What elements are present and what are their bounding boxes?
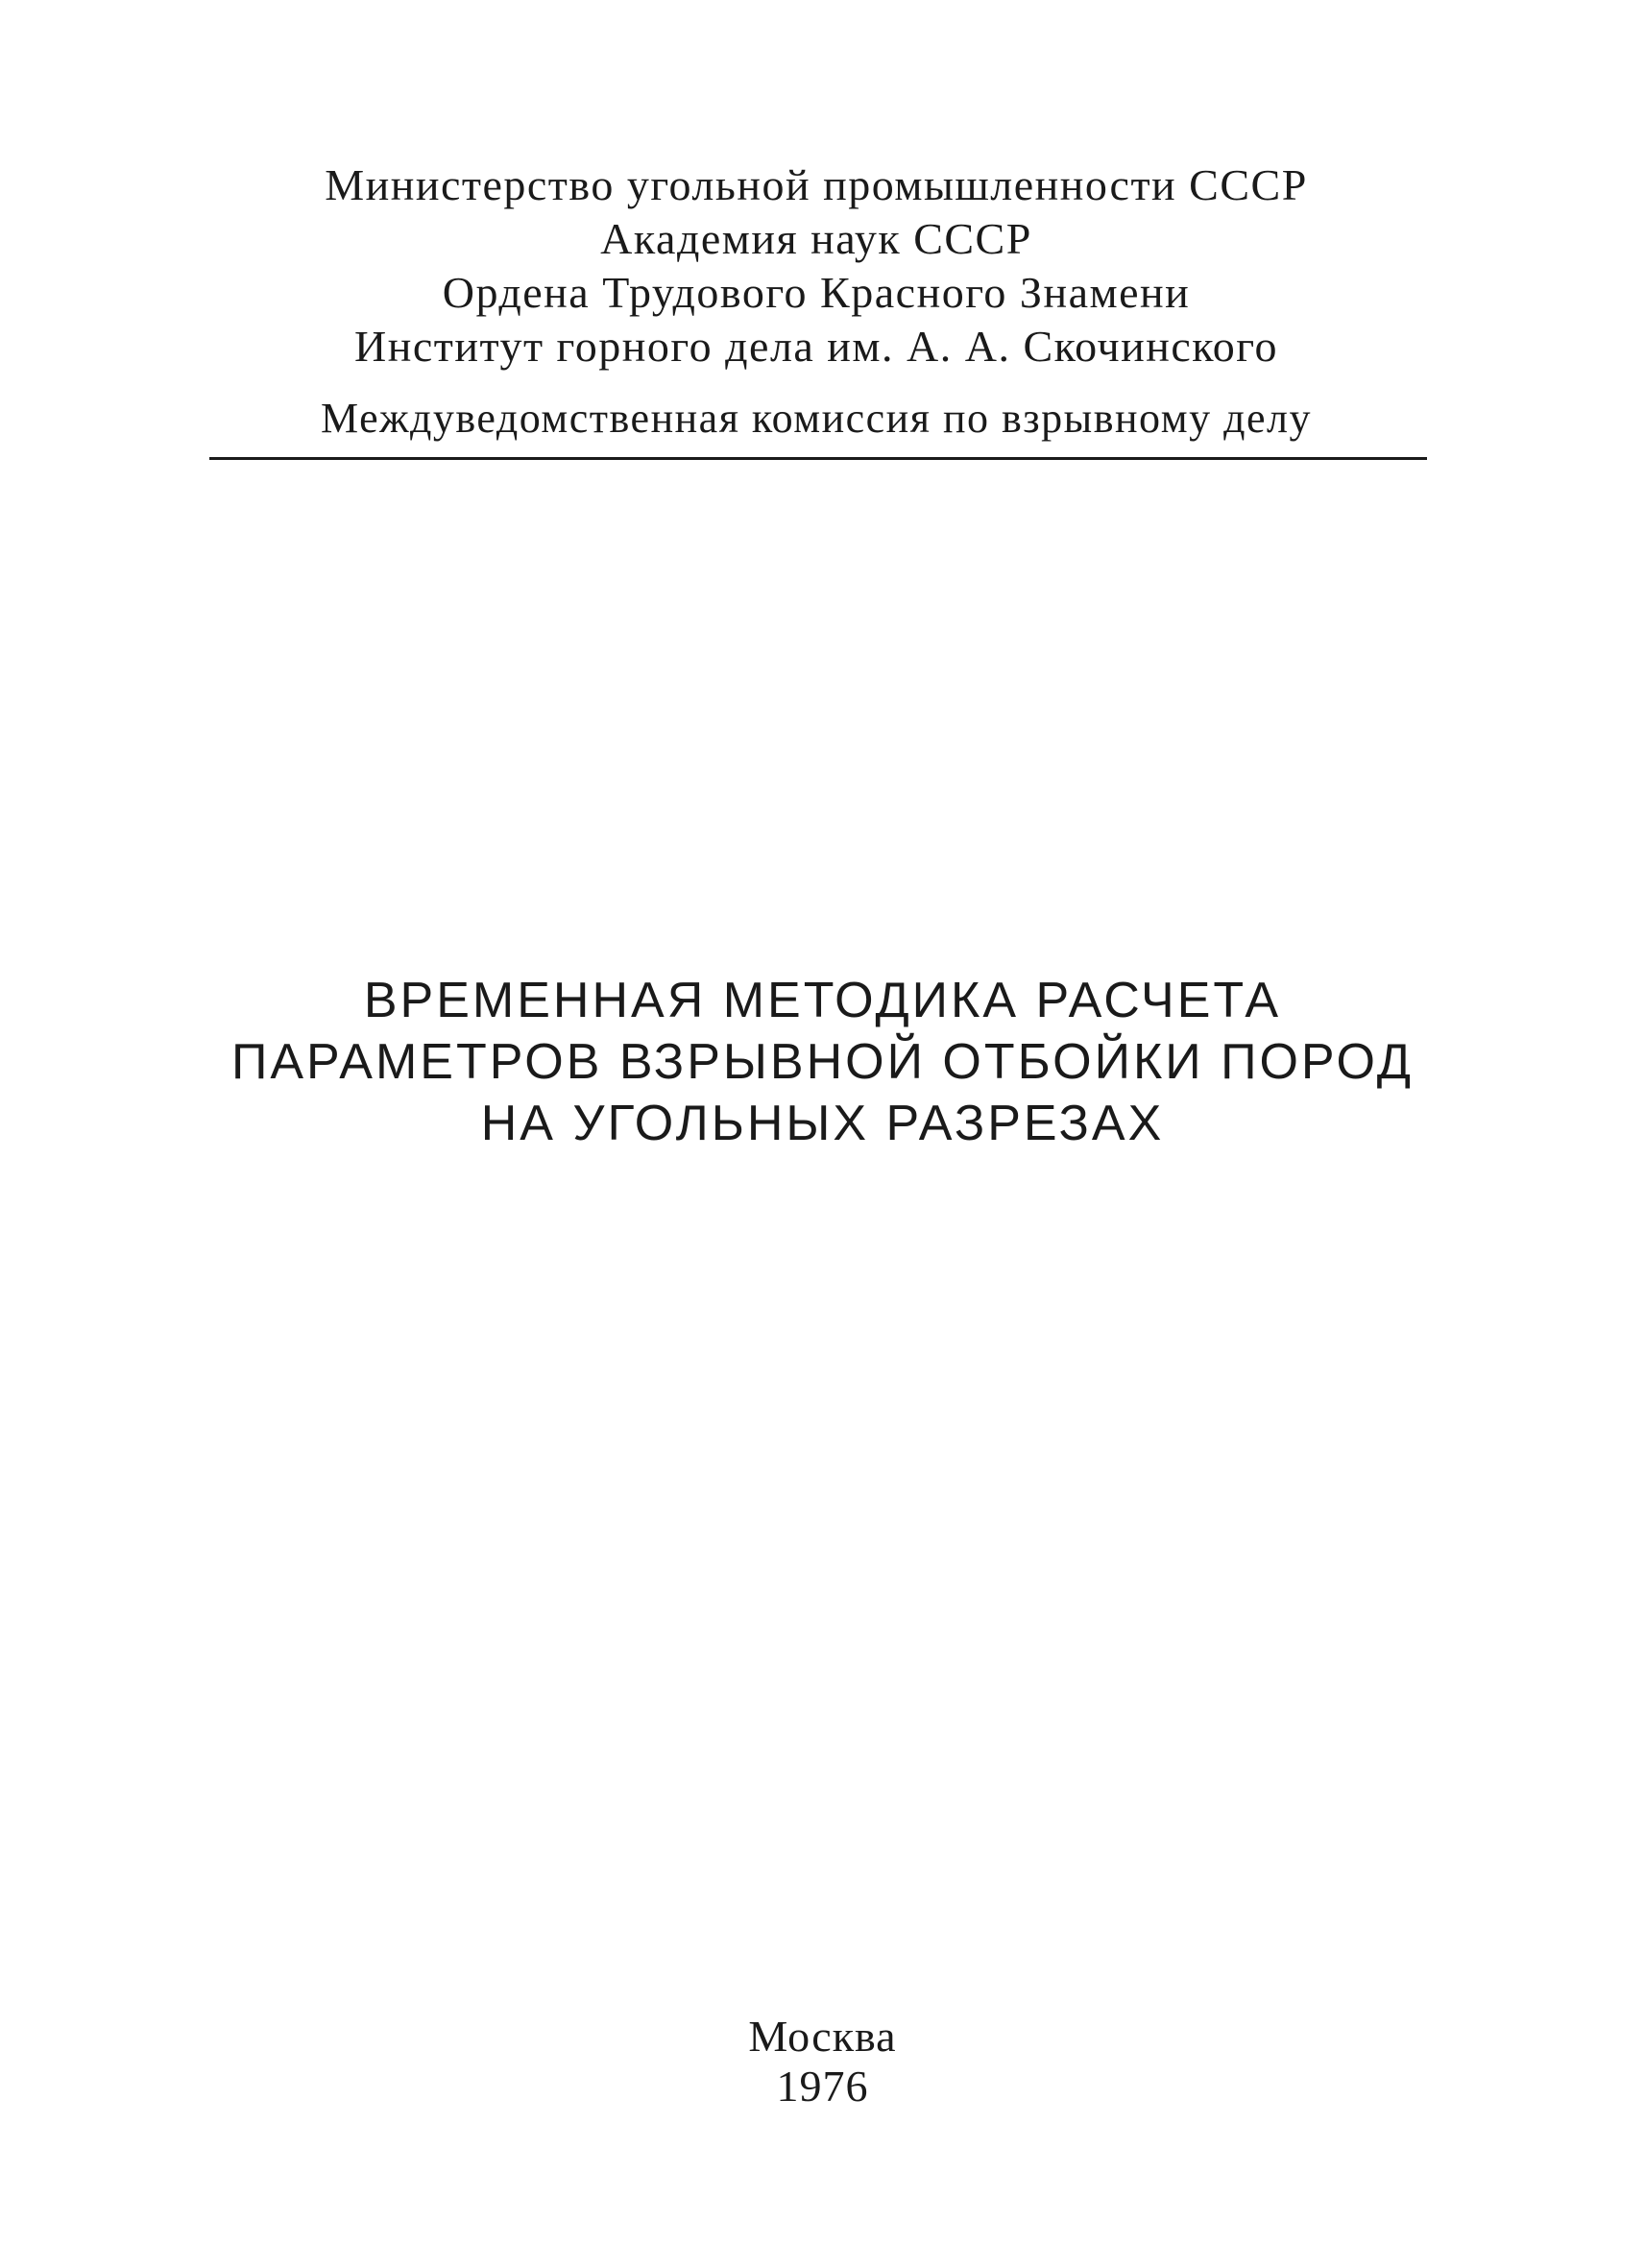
commission-line: Междуведомственная комиссия по взрывному делу [321,395,1312,442]
imprint-city: Москва [748,2012,897,2061]
title-line-2: ПАРАМЕТРОВ ВЗРЫВНОЙ ОТБОЙКИ ПОРОД [231,1034,1414,1090]
document-title [144,970,1501,1154]
title-line-3: НА УГОЛЬНЫХ РАЗРЕЗАХ [480,1096,1165,1151]
title-line-1: ВРЕМЕННАЯ МЕТОДИКА РАСЧЕТА [363,973,1282,1028]
ministry-line: Министерство угольной промышленности СССР [325,160,1308,209]
institute-line: Институт горного дела им. А. А. Скочинского [353,322,1279,371]
order-line: Ордена Трудового Красного Знамени [442,268,1191,317]
institution-header [192,158,1440,374]
academy-line: Академия наук СССР [600,214,1032,263]
imprint-year: 1976 [776,2062,869,2111]
header-divider [209,457,1427,460]
imprint [576,2012,1069,2111]
